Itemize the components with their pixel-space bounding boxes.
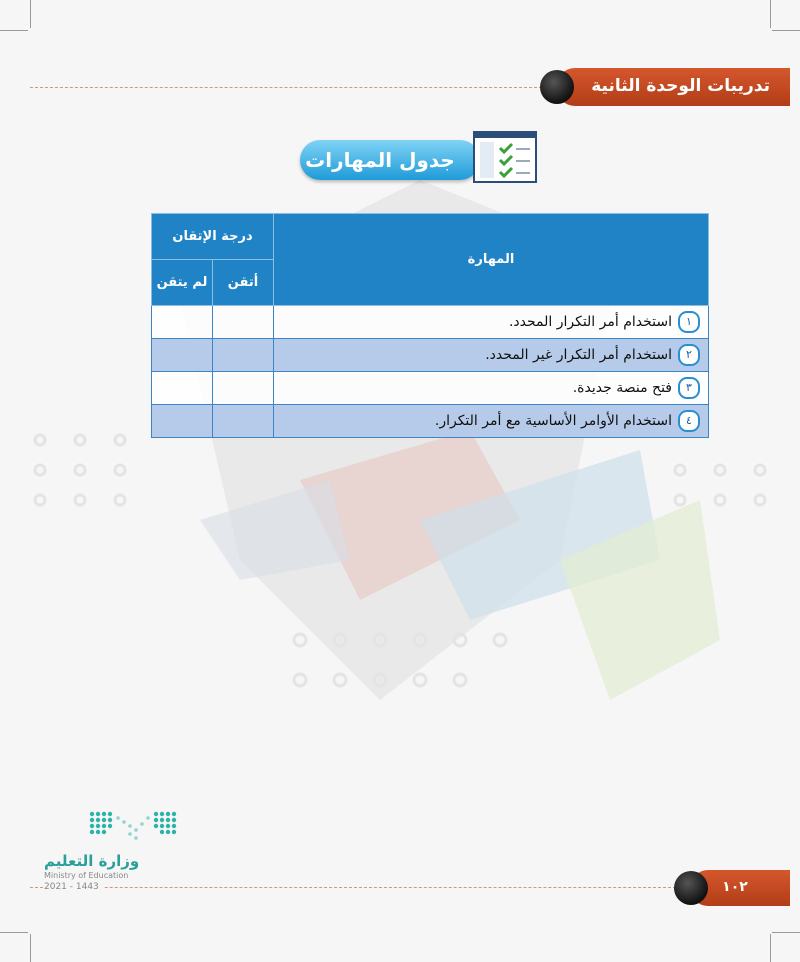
skill-cell xyxy=(274,339,709,372)
unit-title: تدريبات الوحدة الثانية xyxy=(591,76,770,96)
crop-mark xyxy=(772,932,800,933)
skill-cell xyxy=(274,372,709,405)
edition-year: 2021 - 1443 xyxy=(44,882,103,892)
skill-text: فتح منصة جديدة. xyxy=(572,380,672,396)
ministry-logo-icon xyxy=(86,808,182,844)
skill-text: استخدام الأوامر الأساسية مع أمر التكرار. xyxy=(434,413,672,429)
not-mastered-cell[interactable] xyxy=(152,372,213,405)
skill-text: استخدام أمر التكرار المحدد. xyxy=(508,314,672,330)
table-row xyxy=(152,372,709,405)
skill-cell xyxy=(274,306,709,339)
mastered-cell[interactable] xyxy=(213,405,274,438)
skill-cell xyxy=(274,405,709,438)
table-row xyxy=(152,405,709,438)
item-number: ٣ xyxy=(678,377,700,399)
item-number: ٤ xyxy=(678,410,700,432)
mastered-cell[interactable] xyxy=(213,339,274,372)
crop-mark xyxy=(770,934,771,962)
banner-cap xyxy=(540,70,574,104)
table-row xyxy=(152,306,709,339)
badge-cap xyxy=(674,871,708,905)
page-number: ١٠٢ xyxy=(722,879,748,895)
table-row xyxy=(152,339,709,372)
header-divider xyxy=(30,87,542,88)
header-mastered: أتقن xyxy=(213,260,274,306)
crop-mark xyxy=(772,30,800,31)
not-mastered-cell[interactable] xyxy=(152,306,213,339)
header-skill: المهارة xyxy=(274,214,709,306)
mastered-cell[interactable] xyxy=(213,306,274,339)
ministry-name-ar: وزارة التعليم xyxy=(44,852,140,870)
not-mastered-cell[interactable] xyxy=(152,405,213,438)
ministry-name-en: Ministry of Education xyxy=(44,871,129,880)
crop-mark xyxy=(30,0,31,28)
crop-mark xyxy=(0,932,28,933)
crop-mark xyxy=(30,934,31,962)
unit-banner xyxy=(556,68,790,106)
checklist-icon xyxy=(470,128,540,184)
item-number: ١ xyxy=(678,311,700,333)
crop-mark xyxy=(770,0,771,28)
header-mastery: درجة الإتقان xyxy=(152,214,274,260)
section-title: جدول المهارات xyxy=(305,148,455,172)
skills-table xyxy=(151,213,709,438)
skill-text: استخدام أمر التكرار غير المحدد. xyxy=(485,347,672,363)
item-number: ٢ xyxy=(678,344,700,366)
mastered-cell[interactable] xyxy=(213,372,274,405)
section-title-banner xyxy=(300,140,480,180)
footer-divider xyxy=(30,887,676,888)
crop-mark xyxy=(0,30,28,31)
header-not-mastered: لم يتقن xyxy=(152,260,213,306)
not-mastered-cell[interactable] xyxy=(152,339,213,372)
